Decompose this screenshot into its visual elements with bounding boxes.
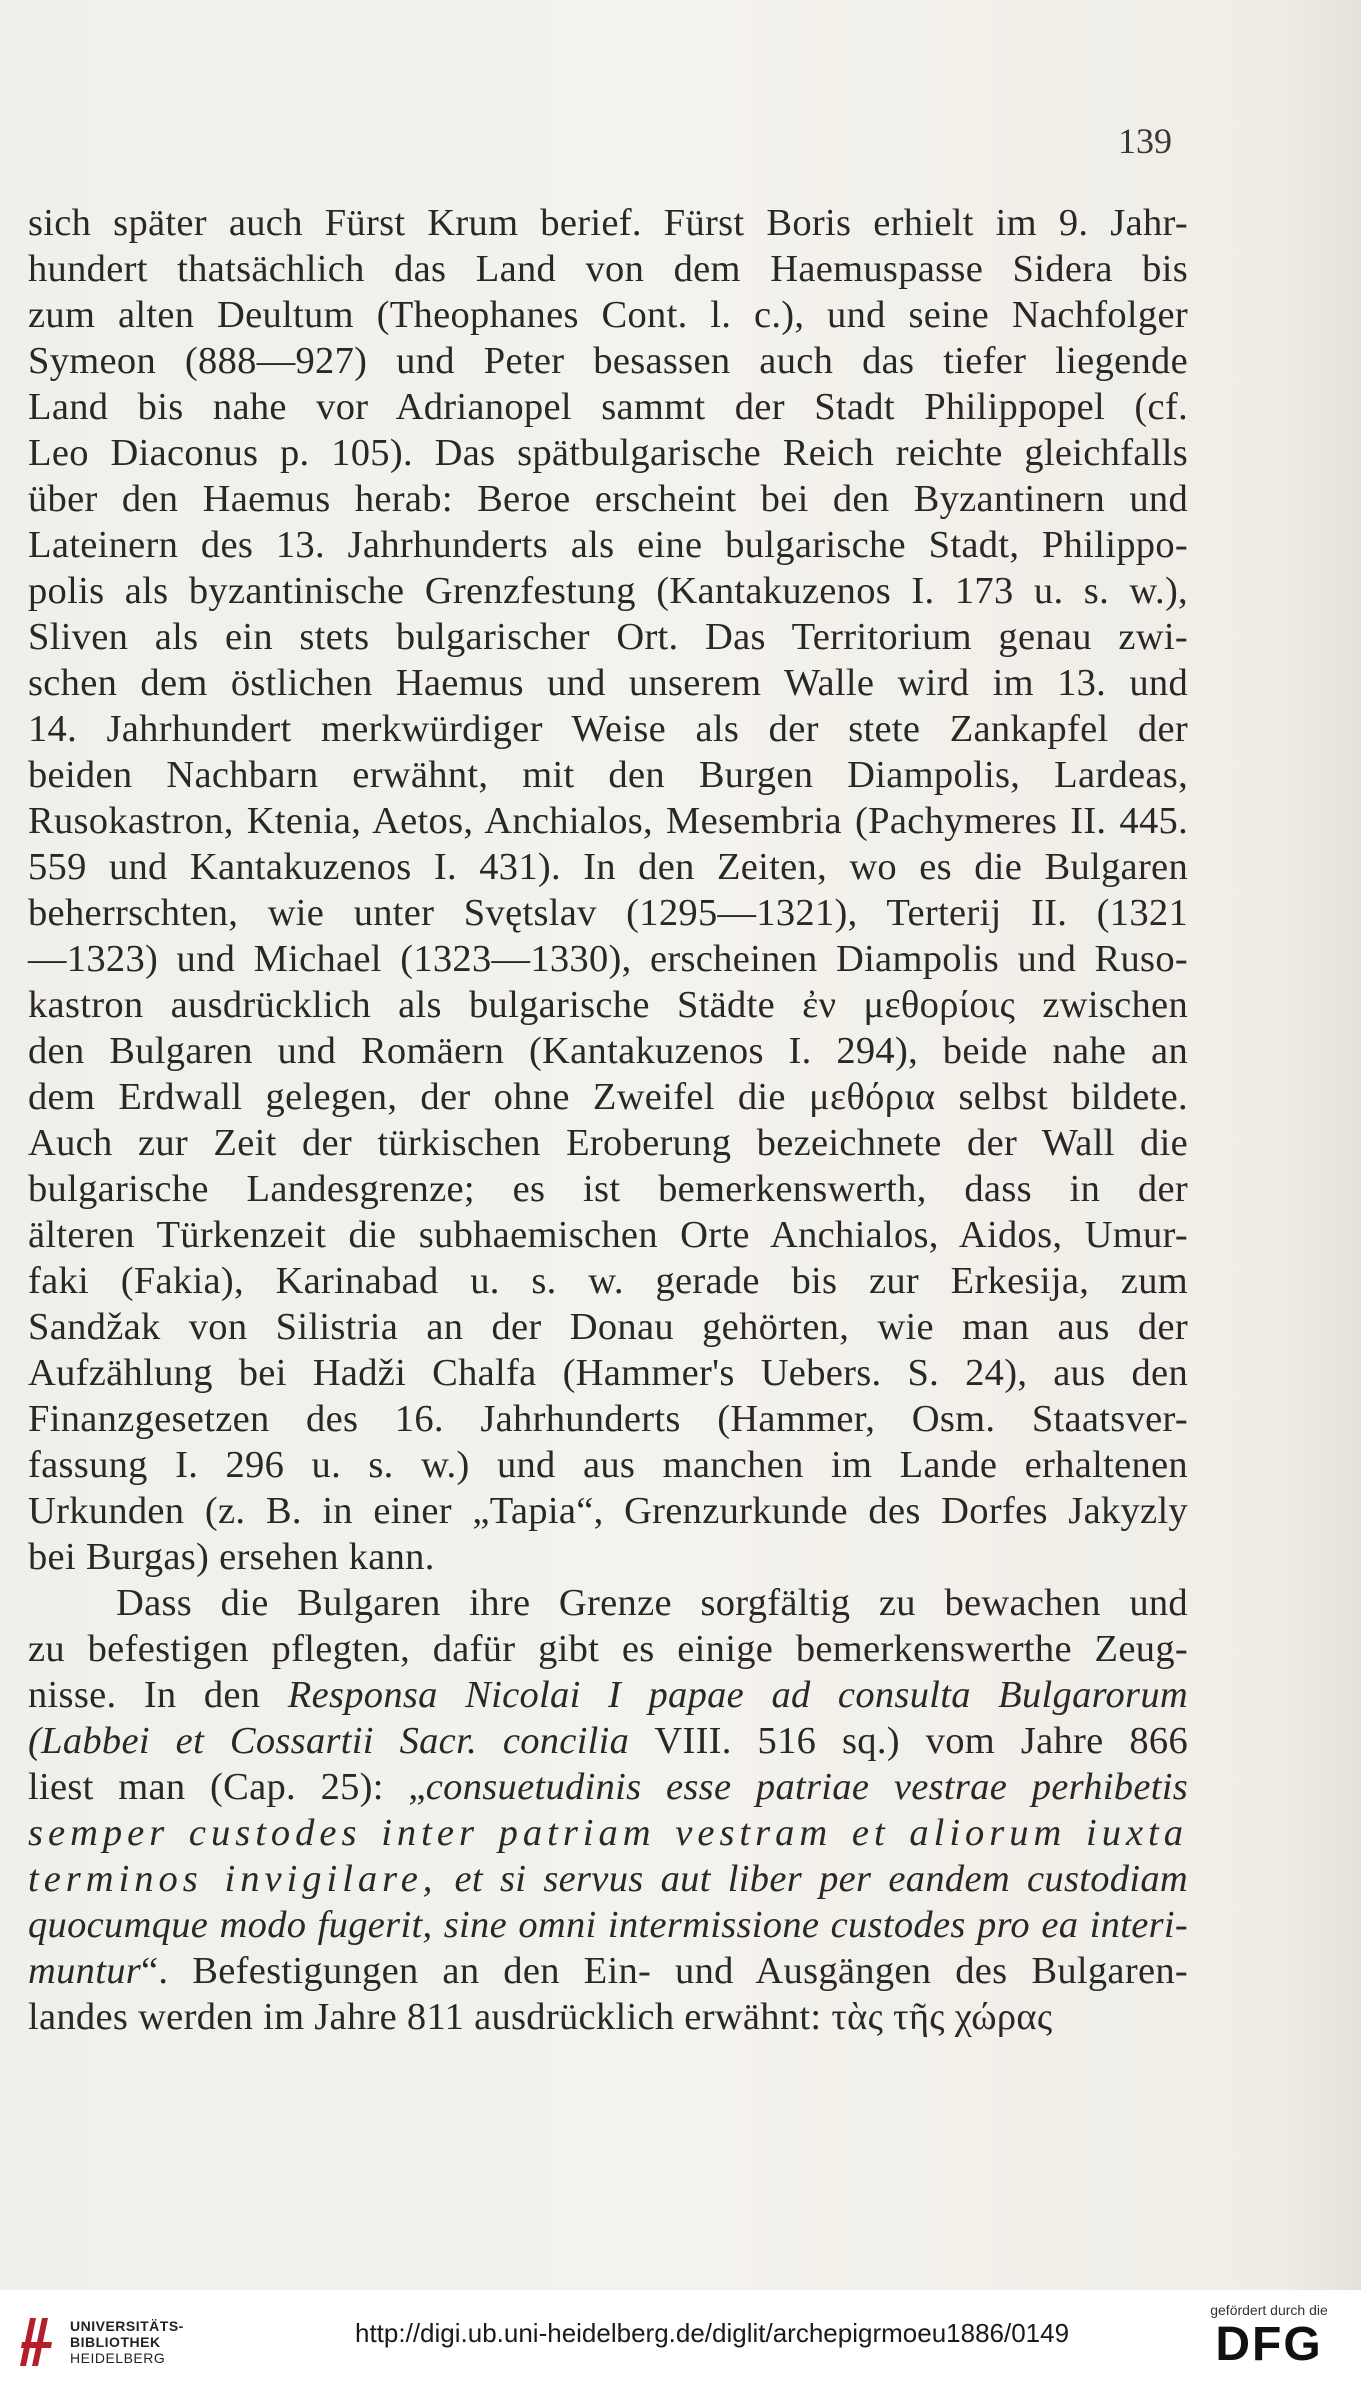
- text-run: polis als byzantinische Grenzfestung (Kantakuzenos I. 173 u. s. w.),: [28, 570, 1188, 612]
- text-line: [28, 200, 1188, 246]
- dfg-funding-block[interactable]: [1199, 2302, 1339, 2372]
- text-run: —1323) und Michael (1323—1330), erscheinen Diampolis und Ruso-: [28, 938, 1188, 980]
- text-line: [28, 660, 1188, 706]
- text-line: [28, 1994, 1188, 2040]
- italic-text-run: (: [28, 1720, 42, 1762]
- text-line: [28, 1764, 1188, 1810]
- text-run: den Bulgaren und Romäern (Kantakuzenos I. 294), beide nahe an: [28, 1030, 1188, 1072]
- library-name: [70, 2318, 184, 2366]
- text-run: hundert thatsächlich das Land von dem Haemuspasse Sidera bis: [28, 248, 1188, 290]
- heidelberg-library-logo-icon: [16, 2312, 56, 2372]
- text-line: [28, 1534, 1188, 1580]
- text-line: [28, 292, 1188, 338]
- page-number: 139: [1118, 121, 1172, 161]
- text-run: Leo Diaconus p. 105). Das spätbulgarische Reich reichte gleichfalls: [28, 432, 1188, 474]
- text-run: liest man (Cap. 25): „: [28, 1766, 426, 1808]
- text-run: Sandžak von Silistria an der Donau gehörten, wie man aus der: [28, 1306, 1188, 1348]
- library-name-line: BIBLIOTHEK: [70, 2334, 161, 2350]
- text-line: [28, 1166, 1188, 1212]
- italic-text-run: consuetudinis esse patriae vestrae perhibetis: [425, 1766, 1188, 1808]
- text-run: schen dem östlichen Haemus und unserem Walle wird im 13. und: [28, 662, 1188, 704]
- italic-text-run: quocumque modo fugerit, sine omni intermissione custodes pro ea interi-: [28, 1904, 1188, 1946]
- text-line: [28, 384, 1188, 430]
- text-run: Sliven als ein stets bulgarischer Ort. Das Territorium genau zwi-: [28, 616, 1188, 658]
- italic-text-run: et si servus aut liber per eandem custodiam: [437, 1858, 1188, 1900]
- text-run: nisse. In den: [28, 1674, 288, 1716]
- text-run: über den Haemus herab: Beroe erscheint bei den Byzantinern und: [28, 478, 1188, 520]
- text-line: [28, 1212, 1188, 1258]
- text-line: [28, 1902, 1188, 1948]
- text-line: [28, 1856, 1188, 1902]
- italic-text-run: semper custodes inter patriam vestram et aliorum iuxta: [28, 1812, 1188, 1854]
- text-line: [28, 982, 1188, 1028]
- text-run: zum alten Deultum (Theophanes Cont. l. c.), und seine Nachfolger: [28, 294, 1188, 336]
- text-line: [28, 1120, 1188, 1166]
- library-name-line: UNIVERSITÄTS-: [70, 2318, 184, 2334]
- body-text: [28, 200, 1188, 2040]
- text-run: Aufzählung bei Hadži Chalfa (Hammer's Uebers. S. 24), aus den: [28, 1352, 1188, 1394]
- text-run: Land bis nahe vor Adrianopel sammt der Stadt Philippopel (cf.: [28, 386, 1188, 428]
- text-line: [28, 1626, 1188, 1672]
- text-run: “. Befestigungen an den Ein- und Ausgängen des Bulgaren-: [141, 1950, 1188, 1992]
- text-run: sich später auch Fürst Krum berief. Fürst Boris erhielt im 9. Jahr-: [28, 202, 1188, 244]
- text-line: [28, 338, 1188, 384]
- text-run: Urkunden (z. B. in einer „Tapia“, Grenzurkunde des Dorfes Jakyzly: [28, 1490, 1188, 1532]
- text-line: [28, 1948, 1188, 1994]
- text-line: [28, 430, 1188, 476]
- text-run: landes werden im Jahre 811 ausdrücklich erwähnt: τὰς τῆς χώρας: [28, 1996, 1053, 2038]
- text-line: [28, 1810, 1188, 1856]
- text-line: [28, 844, 1188, 890]
- text-line: [28, 1074, 1188, 1120]
- text-run: Symeon (888—927) und Peter besassen auch das tiefer liegende: [28, 340, 1188, 382]
- text-line: [28, 476, 1188, 522]
- text-run: Lateinern des 13. Jahrhunderts als eine bulgarische Stadt, Philippo-: [28, 524, 1188, 566]
- permalink-url[interactable]: http://digi.ub.uni-heidelberg.de/diglit/archepigrmoeu1886/0149: [355, 2318, 1070, 2348]
- text-run: 14. Jahrhundert merkwürdiger Weise als der stete Zankapfel der: [28, 708, 1188, 750]
- dfg-logo: DFG: [1215, 2318, 1323, 2371]
- text-run: kastron ausdrücklich als bulgarische Städte ἐν μεθορίοις zwischen: [28, 984, 1188, 1026]
- text-line: [28, 1442, 1188, 1488]
- italic-text-run: Labbei et Cossartii Sacr. concilia: [41, 1720, 630, 1762]
- text-line: [28, 1258, 1188, 1304]
- funded-by-label: gefördert durch die: [1210, 2302, 1328, 2318]
- text-run: Finanzgesetzen des 16. Jahrhunderts (Hammer, Osm. Staatsver-: [28, 1398, 1188, 1440]
- text-run: Dass die Bulgaren ihre Grenze sorgfältig zu bewachen und: [116, 1582, 1188, 1624]
- text-line: [28, 1396, 1188, 1442]
- text-run: älteren Türkenzeit die subhaemischen Orte Anchialos, Aidos, Umur-: [28, 1214, 1188, 1256]
- text-run: zu befestigen pflegten, dafür gibt es einige bemerkenswerthe Zeug-: [28, 1628, 1188, 1670]
- text-run: VIII. 516 sq.) vom Jahre 866: [629, 1720, 1189, 1762]
- text-run: beherrschten, wie unter Svętslav (1295—1321), Terterij II. (1321: [28, 892, 1188, 934]
- text-line: [28, 890, 1188, 936]
- text-line: [28, 246, 1188, 292]
- text-run: beiden Nachbarn erwähnt, mit den Burgen Diampolis, Lardeas,: [28, 754, 1188, 796]
- library-name-line: HEIDELBERG: [70, 2350, 166, 2366]
- text-line: [28, 1488, 1188, 1534]
- text-line: [28, 936, 1188, 982]
- text-run: Auch zur Zeit der türkischen Eroberung bezeichnete der Wall die: [28, 1122, 1188, 1164]
- italic-text-run: Responsa Nicolai I papae ad consulta Bulgarorum: [287, 1674, 1188, 1716]
- text-line: [28, 1304, 1188, 1350]
- text-run: fassung I. 296 u. s. w.) und aus manchen im Lande erhaltenen: [28, 1444, 1188, 1486]
- text-line: [28, 706, 1188, 752]
- text-run: Rusokastron, Ktenia, Aetos, Anchialos, Mesembria (Pachymeres II. 445.: [28, 800, 1188, 842]
- text-line: [28, 1028, 1188, 1074]
- text-line: [28, 1672, 1188, 1718]
- text-line: [28, 1718, 1188, 1764]
- text-run: bulgarische Landesgrenze; es ist bemerkenswerth, dass in der: [28, 1168, 1188, 1210]
- text-line: [28, 614, 1188, 660]
- text-line: [28, 522, 1188, 568]
- italic-text-run: terminos invigilare,: [28, 1858, 438, 1900]
- text-line: [28, 798, 1188, 844]
- text-run: faki (Fakia), Karinabad u. s. w. gerade bis zur Erkesija, zum: [28, 1260, 1188, 1302]
- italic-text-run: muntur: [28, 1950, 142, 1992]
- text-line: [28, 1580, 1188, 1626]
- text-run: dem Erdwall gelegen, der ohne Zweifel die μεθόρια selbst bildete.: [28, 1076, 1188, 1118]
- library-logo-block[interactable]: [16, 2310, 184, 2374]
- text-run: bei Burgas) ersehen kann.: [28, 1536, 435, 1578]
- viewer-footer: [0, 2290, 1361, 2388]
- text-line: [28, 752, 1188, 798]
- text-line: [28, 568, 1188, 614]
- text-line: [28, 1350, 1188, 1396]
- text-run: 559 und Kantakuzenos I. 431). In den Zeiten, wo es die Bulgaren: [28, 846, 1188, 888]
